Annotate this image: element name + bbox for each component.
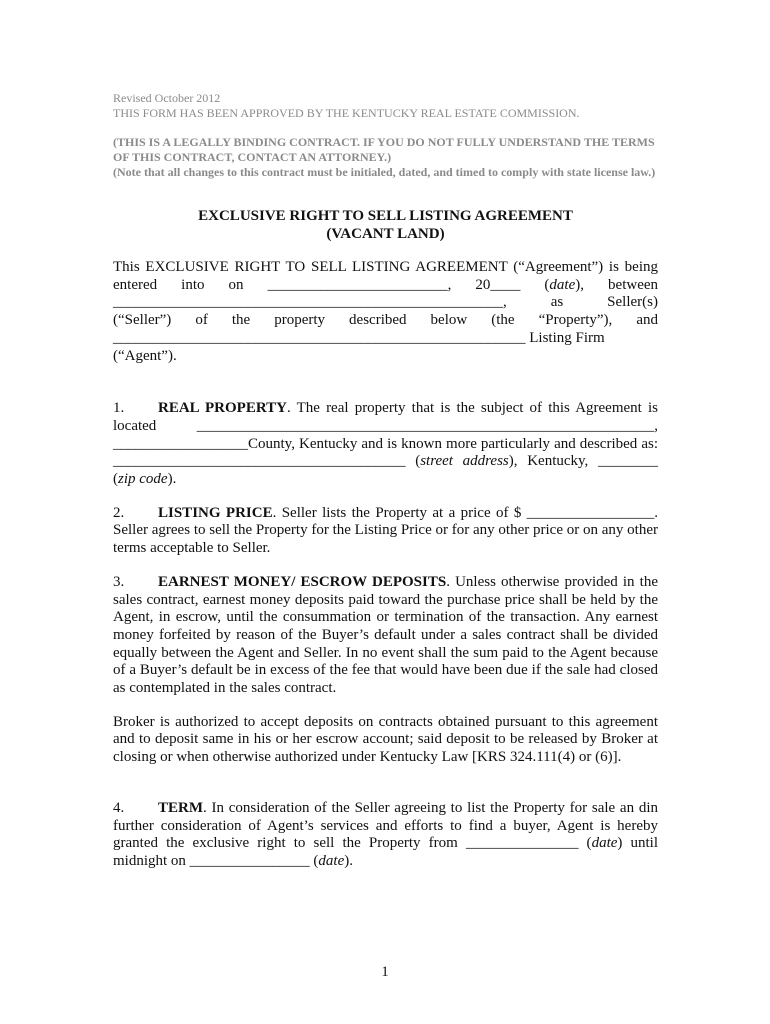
title-line-2: (VACANT LAND) — [326, 226, 445, 242]
section-1-number: 1. — [113, 400, 125, 417]
section-3-text: . Unless otherwise provided in the sales contract, earnest money deposits paid toward the purchase price shall be held by the Agent, in escrow, until the consummation or termination of the transaction. Any earnest money forfeited by reason of the Buyer’s default under a sales contract shall be divided equally between the Agent and Seller. In no event shall the sum paid to the Agent because of a Buyer’s default be in excess of the fee that would have been due if the sale had closed as contemplated in the sales contract. — [113, 573, 658, 697]
intro-line-2 — [113, 277, 658, 295]
approval-notice: THIS FORM HAS BEEN APPROVED BY THE KENTUCKY REAL ESTATE COMMISSION. — [113, 106, 580, 120]
broker-deposit-paragraph: Broker is authorized to accept deposits on contracts obtained pursuant to this agreement and to deposit same in his or her escrow account; said deposit to be released by Broker at closing or when otherwise authorized under Kentucky Law [KRS 324.111(4) or (6)]. — [113, 713, 658, 766]
page-number: 1 — [381, 964, 389, 980]
section-listing-price — [113, 505, 658, 558]
revised-date: Revised October 2012 — [113, 91, 221, 105]
intro-line-1: This EXCLUSIVE RIGHT TO SELL LISTING AGREEMENT (“Agreement”) is being — [113, 259, 658, 275]
document-page — [113, 91, 658, 871]
section-4-text-2: ) until midnight on ________________ ( — [113, 835, 659, 869]
intro-date-label: date — [549, 276, 576, 293]
section-2-text: . Seller lists the Property at a price of $ _________________. Seller agrees to sell the Property for the Listing Price or for any other price or on any other terms acceptable to Seller. — [113, 504, 658, 557]
section-4-heading: TERM — [158, 799, 203, 816]
legal-warning: (THIS IS A LEGALLY BINDING CONTRACT. IF YOU DO NOT FULLY UNDERSTAND THE TERMS OF THIS CONTRACT, CONTACT AN ATTORNEY.) — [113, 135, 655, 164]
section-1-heading: REAL PROPERTY — [158, 400, 287, 417]
zip-code-label: zip code — [118, 471, 168, 488]
intro-line-5: _______________________________________________________ Listing Firm (“Agent”). — [113, 329, 605, 364]
intro-line-3: ____________________________________________________, as Seller(s) — [113, 294, 658, 311]
section-2-heading: LISTING PRICE — [158, 504, 273, 521]
section-2-number: 2. — [113, 504, 125, 521]
section-1-text: . The real property that is the subject of this Agreement is located _____________________________________________________________, __________________County, Kentucky and is known more particularly and described as: _______________________________________ ( — [113, 400, 658, 470]
intro-line-2-text: entered into on ________________________, 20____ ( — [113, 276, 550, 293]
section-3-number: 3. — [113, 573, 125, 590]
section-1-text-3: ). — [167, 471, 177, 488]
term-end-date-label: date — [318, 852, 345, 869]
initial-note: (Note that all changes to this contract must be initialed, dated, and timed to comply with state license law.) — [113, 165, 656, 179]
section-real-property — [113, 400, 658, 489]
intro-paragraph — [113, 259, 658, 365]
section-1-text-2: ), Kentucky, ________ ( — [113, 453, 658, 488]
title-line-1: EXCLUSIVE RIGHT TO SELL LISTING AGREEMENT — [198, 208, 573, 224]
street-address-label: street address — [420, 453, 509, 470]
section-4-number: 4. — [113, 799, 125, 816]
section-3-heading: EARNEST MONEY/ ESCROW DEPOSITS — [158, 573, 447, 590]
section-4-text: . In consideration of the Seller agreeing to list the Property for sale an din further consideration of Agent’s services and efforts to find a buyer, Agent is hereby granted the exclusive right to sell the Property from _______________ ( — [113, 799, 658, 852]
section-4-text-3: ). — [344, 852, 353, 869]
section-earnest-money — [113, 574, 658, 698]
section-term — [113, 800, 658, 871]
intro-line-4: (“Seller”) of the property described below (the “Property”), and — [113, 312, 658, 329]
agreement-title — [113, 207, 658, 243]
intro-line-2-end: ), between — [575, 276, 659, 293]
term-start-date-label: date — [591, 835, 618, 852]
